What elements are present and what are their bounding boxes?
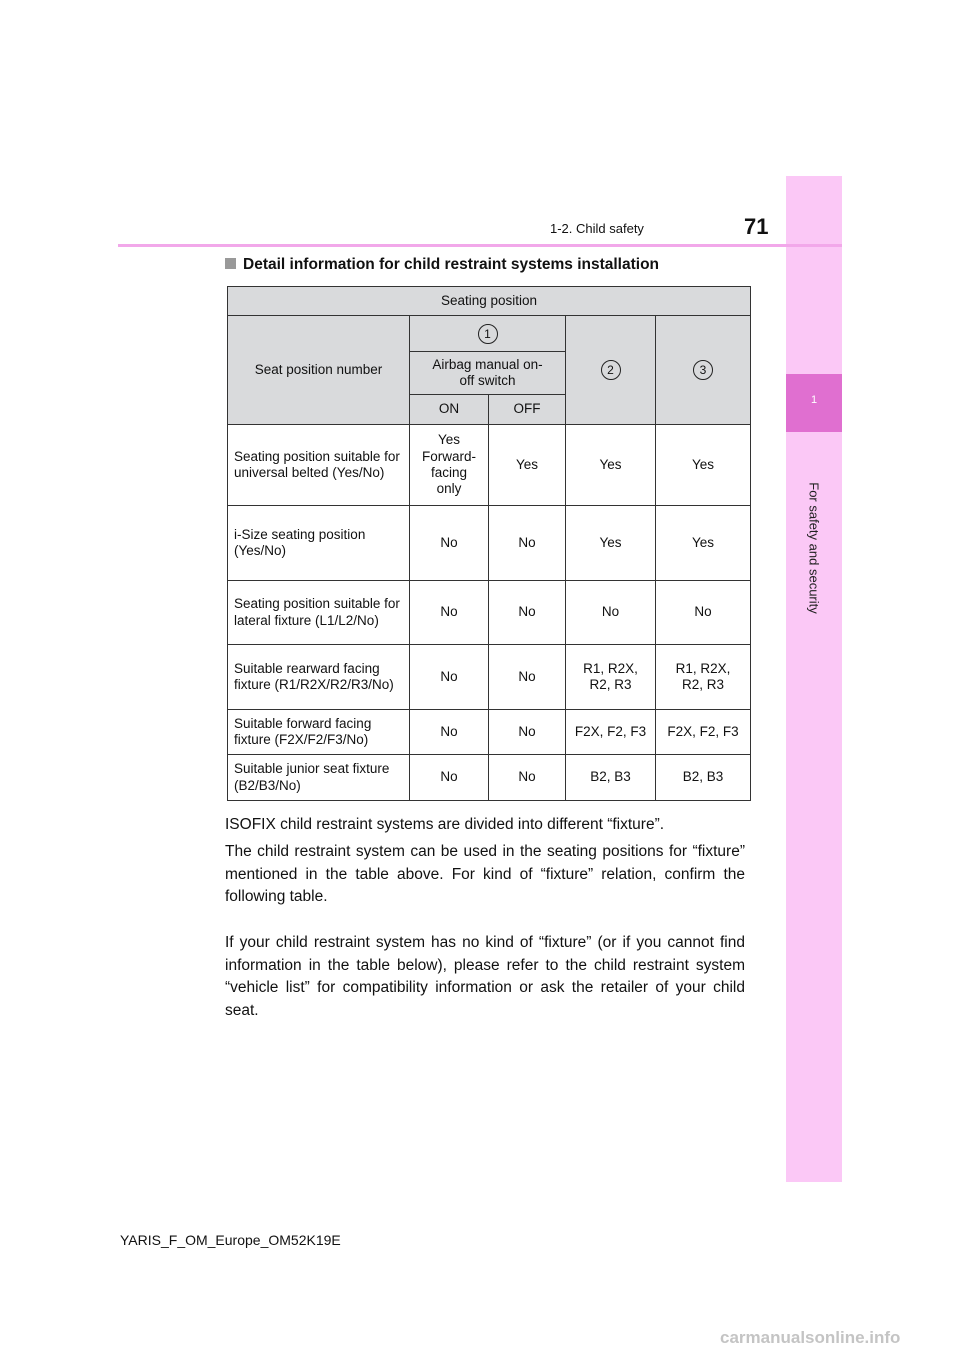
position-3-circle: 3	[693, 360, 713, 380]
table-cell: No	[489, 645, 566, 710]
row-label: Seating position suitable for universal belted (Yes/No)	[228, 425, 410, 506]
position-1-circle: 1	[478, 324, 498, 344]
document-id: YARIS_F_OM_Europe_OM52K19E	[120, 1232, 341, 1248]
table-cell: Yes	[489, 425, 566, 506]
row-label: Seating position suitable for lateral fixture (L1/L2/No)	[228, 581, 410, 645]
airbag-switch-header: Airbag manual on-off switch	[410, 352, 566, 395]
position-2-header	[566, 316, 656, 425]
table-row	[228, 506, 751, 581]
table-cell: No	[410, 506, 489, 581]
paragraph-fixture-intro: ISOFIX child restraint systems are divided into different “fixture”.	[225, 816, 665, 833]
table-cell: No	[410, 755, 489, 801]
square-bullet-icon	[225, 258, 236, 269]
chapter-number: 1	[810, 394, 818, 406]
paragraph-seating-positions: The child restraint system can be used in the seating positions for “fixture” mentioned in the table above. For kind of “fixture” relation, confirm the following table.	[225, 843, 745, 905]
position-1-header	[410, 316, 566, 352]
table-cell: R1, R2X, R2, R3	[566, 645, 656, 710]
table-row	[228, 425, 751, 506]
table-cell: Yes	[566, 506, 656, 581]
position-2-circle: 2	[601, 360, 621, 380]
paragraph-vehicle-list: If your child restraint system has no kind of “fixture” (or if you cannot find information in the table below), please refer to the child restraint system “vehicle list” for compatibility information or ask the retailer of your child seat.	[225, 934, 745, 1019]
airbag-on-header: ON	[410, 395, 489, 425]
table-cell: No	[489, 506, 566, 581]
table-cell: R1, R2X, R2, R3	[656, 645, 751, 710]
table-cell: No	[489, 710, 566, 755]
table-cell: No	[410, 645, 489, 710]
section-heading	[225, 256, 659, 274]
table-cell: F2X, F2, F3	[566, 710, 656, 755]
table-cell: No	[566, 581, 656, 645]
table-cell: Yes	[566, 425, 656, 506]
table-cell: No	[489, 581, 566, 645]
table-cell: No	[489, 755, 566, 801]
table-row	[228, 710, 751, 755]
table-cell: F2X, F2, F3	[656, 710, 751, 755]
header-rule	[118, 244, 842, 247]
heading-text: Detail information for child restraint systems installation	[243, 256, 660, 273]
table-cell: Yes	[656, 506, 751, 581]
row-label: Suitable forward facing fixture (F2X/F2/F3/No)	[228, 710, 410, 755]
seat-position-number-header: Seat position number	[228, 316, 410, 425]
table-header-row	[228, 316, 751, 352]
row-label: Suitable junior seat fixture (B2/B3/No)	[228, 755, 410, 801]
table-cell: B2, B3	[656, 755, 751, 801]
table-cell: Yes Forward-facing only	[410, 425, 489, 506]
airbag-off-header: OFF	[489, 395, 566, 425]
table-cell: No	[410, 581, 489, 645]
table-header-row	[228, 287, 751, 316]
chapter-sidebar	[786, 176, 842, 1182]
table-row	[228, 755, 751, 801]
section-title: 1-2. Child safety	[550, 221, 644, 236]
table-cell: Yes	[656, 425, 751, 506]
table-cell: No	[656, 581, 751, 645]
child-restraint-table	[227, 286, 751, 801]
table-cell: B2, B3	[566, 755, 656, 801]
row-label: Suitable rearward facing fixture (R1/R2X/R2/R3/No)	[228, 645, 410, 710]
seating-position-header: Seating position	[228, 287, 751, 316]
chapter-title: For safety and security	[806, 482, 822, 614]
position-3-header	[656, 316, 751, 425]
table-row	[228, 581, 751, 645]
page-number: 71	[744, 214, 769, 239]
table-row	[228, 645, 751, 710]
watermark: carmanualsonline.info	[720, 1328, 901, 1347]
table-cell: No	[410, 710, 489, 755]
row-label: i-Size seating position (Yes/No)	[228, 506, 410, 581]
